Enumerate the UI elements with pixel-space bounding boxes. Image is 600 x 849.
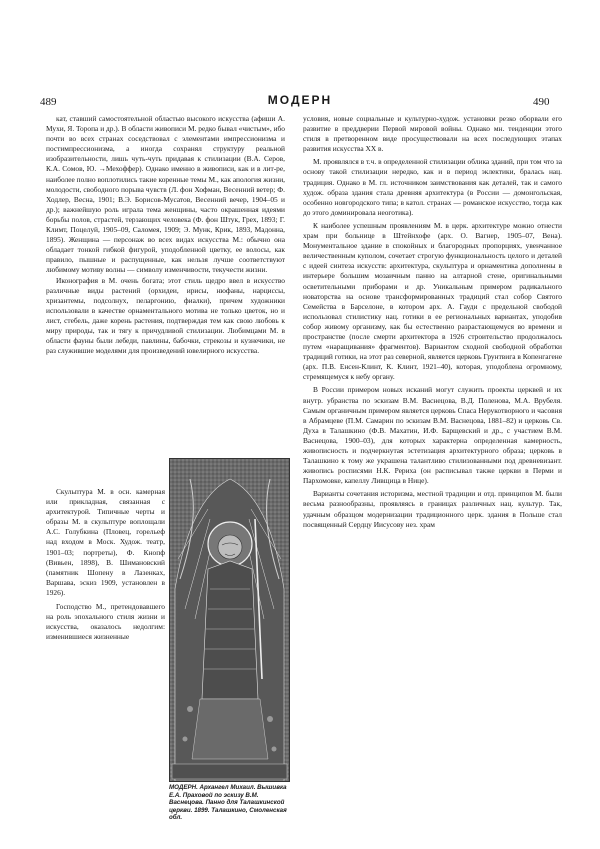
paragraph: К наиболее успешным проявлениям М. в церк. архитектуре можно отнести храм при больнице в Штейнхофе (арх. О. Вагнер, 1905–07, Вена). Монументальное здание в спокойных и благородных пропорциях, увенчанное величественным куполом, сочетает строгую функциональность целого и деталей с идеей синтеза искусств: архитектура, скульптура и орнаментика дополнены в интерьере большим мозаичным панно на алтарной стене, оригинальными осветительными приборами и др. Уникальным примером радикального новаторства на основе трансформированных традиций стал собор Святого Семейства в Барселоне, в котором арх. А. Гауди с предельной свободой использовал стилистику нац. готики в ее региональных вариантах, уподобив собор живому организму, как бы естественно разрастающемуся во времени и пространстве (после смерти архитектора в 1926 строительство продолжалось путем «наращивания» фрагментов). Вариантом сходной свободной обработки традиций готики, на этот раз северной, является церковь Грунтвига в Копенгагене (арх. П.В. Енсен-Клинт, К. Клинт, 1921–40), которая, уподоблена огромному, стремящемуся к небу органу.	[303, 220, 562, 382]
narrow-column	[46, 487, 165, 642]
running-title: МОДЕРН	[267, 93, 333, 107]
paragraph: Господство М., претендовавшего на роль эпохального стиля жизни и искусства, оказалось недолгим: изменившиеся жизненные	[46, 602, 165, 642]
right-column	[303, 114, 562, 530]
page-number-right: 490	[533, 96, 550, 108]
paragraph: М. проявлялся в т.ч. в определенной стилизации облика зданий, при том что за основу такой стилизации нередко, как и в период эклектики, бралась нац. традиция. Однако в М. гл. источником заимствования как деталей, так и самого худож. образа здания стала древняя архитектура (в России — домонгольская, особенно новгородского типа; в катол. странах — романское искусство, тогда как до этого доминировала неоготика).	[303, 157, 562, 217]
paragraph: Скульптура М. в осн. камерная или прикладная, связанная с архитектурой. Типичные черты и образы М. в скульптуре воплощали А.С. Голубкина (Пловец, горельеф над входом в Моск. Худож. театр, 1901–03; портреты), Ф. Кнопф (Вивьен, 1898), В. Шимановский (памятник Шопену в Лазенках, Варшава, эскиз 1909, установлен в 1926).	[46, 487, 165, 597]
paragraph: Варианты сочетания историзма, местной традиции и отд. принципов М. были весьма разнообразны, проявляясь в границах различных нац. культур. Так, удачным образцом модернизации традиционного церк. здания в Польше стал посвященный Сердцу Иисусову нез. храм	[303, 489, 562, 529]
paragraph: В России примером новых исканий могут служить проекты церквей и их внутр. убранства по эскизам В.М. Васнецова, В.Д. Поленова, М.А. Врубеля. Самым органичным примером является церковь Спаса Нерукотворного и часовня в Абрамцеве (П.М. Самарин по эскизам В.М. Васнецова, 1881–82) и церковь Св. Духа в Талашкино (Ф.В. Махатин, И.Ф. Барщевский и др., с участием В.М. Васнецова, 1900–03), для которых характерна определенная камерность, живописность и подчеркнутая эстетизация архитектурного образа; церковь в Талашкино к тому же украшена талантливо стилизованными под древневизант. живопись росписями Н.К. Рериха (он расписывал также церкви в Перми и Пархомовке, капеллу Ливщица в Нице).	[303, 385, 562, 486]
archangel-illustration	[170, 459, 289, 781]
page-number-left: 489	[40, 96, 57, 108]
left-column	[46, 114, 285, 356]
paragraph: условия, новые социальные и культурно-худож. установки резко оборвали его развитие в преддверии Первой мировой войны. Однако мн. тенденции этого стиля в претворенном виде просуществовали на всех последующих этапах развития искусства XX в.	[303, 114, 562, 154]
figure-embroidery-image	[169, 458, 290, 782]
paragraph: кат, ставший самостоятельной областью высокого искусства (афиши А. Мухи, Я. Торопа и др.). В области живописи М. редко бывал «чистым», ибо почти во всех странах соседствовал с элементами импрессионизма и постимпрессионизма, а иногда сохранял структуру реальной изобразительности, лишь чуть-чуть придавая к стилизации (В.А. Серов, К.А. Сомов, Ю. →Мехоффер). Однако именно в живописи, как и в лит-ре, наиболее полно воплотились такие коренные темы М., как апология жизни, молодости, свободного порыва чувств (Л. фон Хофман, Весенний ветер; Ф. Ходлер, Весна, 1901; В.Э. Борисов-Мусатов, Весенний вечер, 1904–05 и др.); важнейшую роль играла тема женщины, часто окрашенная идеями борьбы полов, страстей, терзающих человека (Ф. фон Штук, Грех, 1893; Г. Климт, Поцелуй, 1905–09, Саломея, 1909; Э. Мунк, Крик, 1893, Мадонна, 1895). Женщина — персонаж во всех видах искусства М.: обычно она обладает тонкой гибкой фигурой, уподобленной цветку, ее волосы, как правило, пышные и распущенные, как нельзя лучше соответствуют любимому мотиву волны — символу изменчивости, текучести жизни.	[46, 114, 285, 275]
figure-caption: МОДЕРН. Архангел Михаил. Вышивка Е.А. Праховой по эскизу В.М. Васнецова. Панно для Талашкинской церкви. 1899. Талашкино, Смоленская обл.	[169, 784, 287, 822]
paragraph: Иконография в М. очень богата; этот стиль щедро ввел в искусство различные виды растений (орхидеи, ирисы, нюфаны, нарциссы, хризантемы, подсолнух, пеларгонию, фиалки), причем художники использовали в качестве орнаментального мотива не только цветок, но и лист, стебель, даже корень растения, подтверждая тем как свою любовь к миру природы, так и тягу к причудливой стилизации. Любимцами М. в области фауны были лебеди, павлины, бабочки, стрекозы и кузнечики, не раз служившие моделями для произведений ювелирного искусства.	[46, 275, 285, 356]
